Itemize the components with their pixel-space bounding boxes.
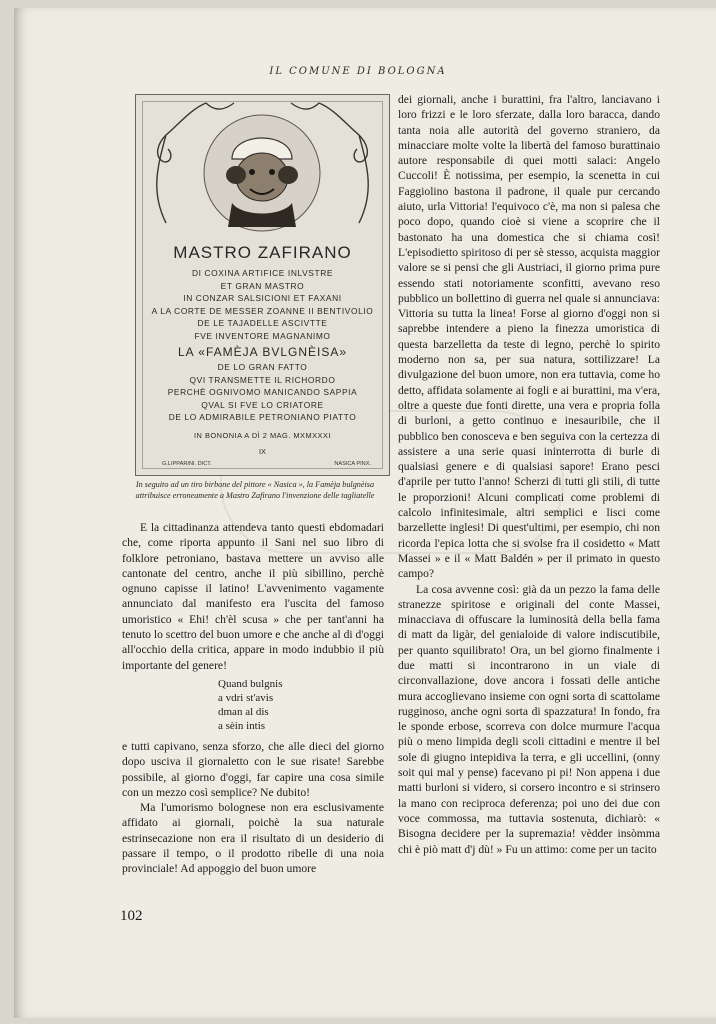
- poem-line: a sèin intis: [218, 719, 266, 732]
- paragraph: E la cittadinanza attendeva tanto questi ebdomadari che, come riporta appunto il Sani nel suo libro di folklore petroniano, bastava mettere un avviso alle cantonate del centro, anche il più sibillino, perchè ognuno capisse il latino! L'avvenimento vagamente annunciato dal manifesto era l'uscita del famoso umoristico « Ehi! ch'èl scusa » che per tant'anni ha tenuto lo scettro del buon umore e che anche al di d'oggi all'occhio della critica, appare in modo indubbio il più importante del genere!: [122, 521, 384, 672]
- figure-roman-numeral: IX: [259, 447, 266, 456]
- figure-subtitle: LA «FAMÈJA BVLGNÈISA»: [177, 345, 348, 359]
- paragraph: e tutti capivano, senza sforzo, che alle dieci del giorno dopo usciva il giornaletto con le sue risate! Sarebbe possibile, al giorno d'oggi, far capire una cosa simile con un mezzo così semplice? Ne dubito!: [122, 739, 384, 799]
- left-column: [122, 520, 384, 877]
- poem-line: Quand bulgnis: [218, 677, 283, 690]
- portrait-illustration: [136, 95, 389, 235]
- figure-line: PERCHÈ OGNIVOMO MANICANDO SAPPIA: [167, 387, 358, 398]
- figure-line: QVAL SI FVE LO CRIATORE: [201, 399, 324, 410]
- figure-line: A LA CORTE DE MESSER ZOANNE II BENTIVOLIO: [151, 305, 374, 316]
- figure-block-1: [136, 267, 389, 343]
- right-column: [398, 92, 660, 857]
- figure-poster: [135, 94, 390, 476]
- figure-line: FVE INVENTORE MAGNANIMO: [194, 330, 331, 341]
- running-head: IL COMUNE DI BOLOGNA: [269, 66, 447, 77]
- figure-signature-right: NASICA PINX.: [334, 461, 371, 467]
- figure-caption: In seguito ad un tiro birbone del pittore « Nasica », la Famèja bulgnèisa attribuisce erroneamente a Mastro Zafirano l'invenzione delle tagliatelle: [135, 480, 375, 500]
- figure-line: DE LO GRAN FATTO: [217, 362, 308, 372]
- poem-line: a vdri st'avis: [218, 691, 274, 704]
- figure-block-2: [136, 361, 389, 424]
- figure-title: MASTRO ZAFIRANO: [173, 243, 352, 262]
- figure-signature-left: G.LIPPARINI. DICT.: [162, 461, 212, 467]
- page-number: 102: [120, 908, 143, 924]
- figure-line: ET GRAN MASTRO: [220, 280, 305, 291]
- figure-line: IN CONZAR SALSICIONI ET FAXANI: [183, 293, 342, 304]
- poem: [218, 677, 384, 733]
- figure-line: DE LO ADMIRABILE PETRONIANO PIATTO: [168, 412, 357, 423]
- poem-line: dman al dis: [218, 705, 269, 718]
- paragraph: Ma l'umorismo bolognese non era esclusivamente affidato ai giornali, poichè la sua naturale estrinsecazione non era il risultato di un desiderio di passare il tempo, o il prodotto ribelle di una noia provinciale! Ad appoggio del buon umore: [122, 801, 384, 876]
- paragraph: dei giornali, anche i burattini, fra l'altro, lanciavano i loro frizzi e le loro sferzate, dalla loro baracca, dando tanta noia alle autorità del governo straniero, da minacciare molte volte la libertà del famoso burattinaio autore responsabile di quei motti salaci: Angelo Cuccoli! È notissima, per esempio, la scenetta in cui Faggiolino bastona il padrone, il quale pur cercando aiuto, urla Vittoria! l'equivoco c'è, ma non si palesa che poco dopo, quando cioè si viene a scoprire che il bastonato ha una domestica che si chiama così! L'episodietto spiritoso di per sè stesso, acquista maggior valore se si pensi che gli Austriaci, il giorno prima pure essendo stati notoriamente sconfitti, avevano reso pubblico un bollettino di guerra nel quale si annunciava: Vittoria su tutta la linea! Forse al giorno d'oggi non si saprebbe intendere a pieno la finezza umoristica di questa barzelletta da teste di legno, perchè lo spirito moderno non sa, per sua natura, sottilizzare! La divulgazione del buon umore, non era tuttavia, come ho detto, affidata solamente ai fogli e ai burattini, ma v'era, oltre a queste due fonti dirette, una vera e propria folla di burloni, a getto continuo e inesauribile, che il pubblico ben conosceva e ben seguiva con la certezza di assistere a una serie quasi ininterrotta di burle di qualsiasi genere e di qualsiasi sapore! Erano pesci d'aprile per tutto l'anno! Scherzi di tutti gli stili, di tutte le proporzioni! Alcuni complicati come problemi di calcolo infinitesimale, altri semplici e lisci come barzellette inglesi! Di quest'ultimi, per esempio, chi non ricorda l'epica lotta che si svolse fra il cosidetto « Matt Massei » e il « Matt Baldén » per il primato in questo campo?: [398, 93, 660, 581]
- figure-line: DI COXINA ARTIFICE INLVSTRE: [191, 268, 334, 278]
- figure-line: DE LE TAJADELLE ASCIVTTE: [197, 318, 328, 329]
- paragraph: La cosa avvenne così: già da un pezzo la fama delle stranezze spiritose e originali del conte Massei, minacciava di offuscare la luminosità della bella fama di matt da ligàr, del genialoide di valore indiscutibile, per quanto squilibrato! Ora, un bel giorno finalmente i due matti si incontrarono in un viale di circonvallazione, dove ancora i fossati delle antiche mura accoglievano insieme con ogni sorta di scattolame rugginoso, anche ogni sorta di spazzatura! In fondo, fra le sponde erbose, scorreva con dolce murmure l'acqua più o meno limpida degli scoli cittadini e mentre il bel sole di giugno intepidiva la terra, e gli uccellini, (onny soit qui mal y pense) facevano pi pi! Non appena i due matti burloni si videro, si corsero incontro e si strinsero la mano con reciproca deferenza; poi uno dei due con voce commossa, ma tuttavia sostenuta, dichiarò: « Bisogna decidere per la supremazia! vèdder insòmma chi è piò matt d'j dù! » Fu un attimo: come per un tacito: [398, 582, 660, 856]
- figure-line: QVI TRANSMETTE IL RICHORDO: [189, 374, 336, 385]
- figure-date: IN BONONIA A DÌ 2 MAG. MXMXXXI: [194, 431, 331, 440]
